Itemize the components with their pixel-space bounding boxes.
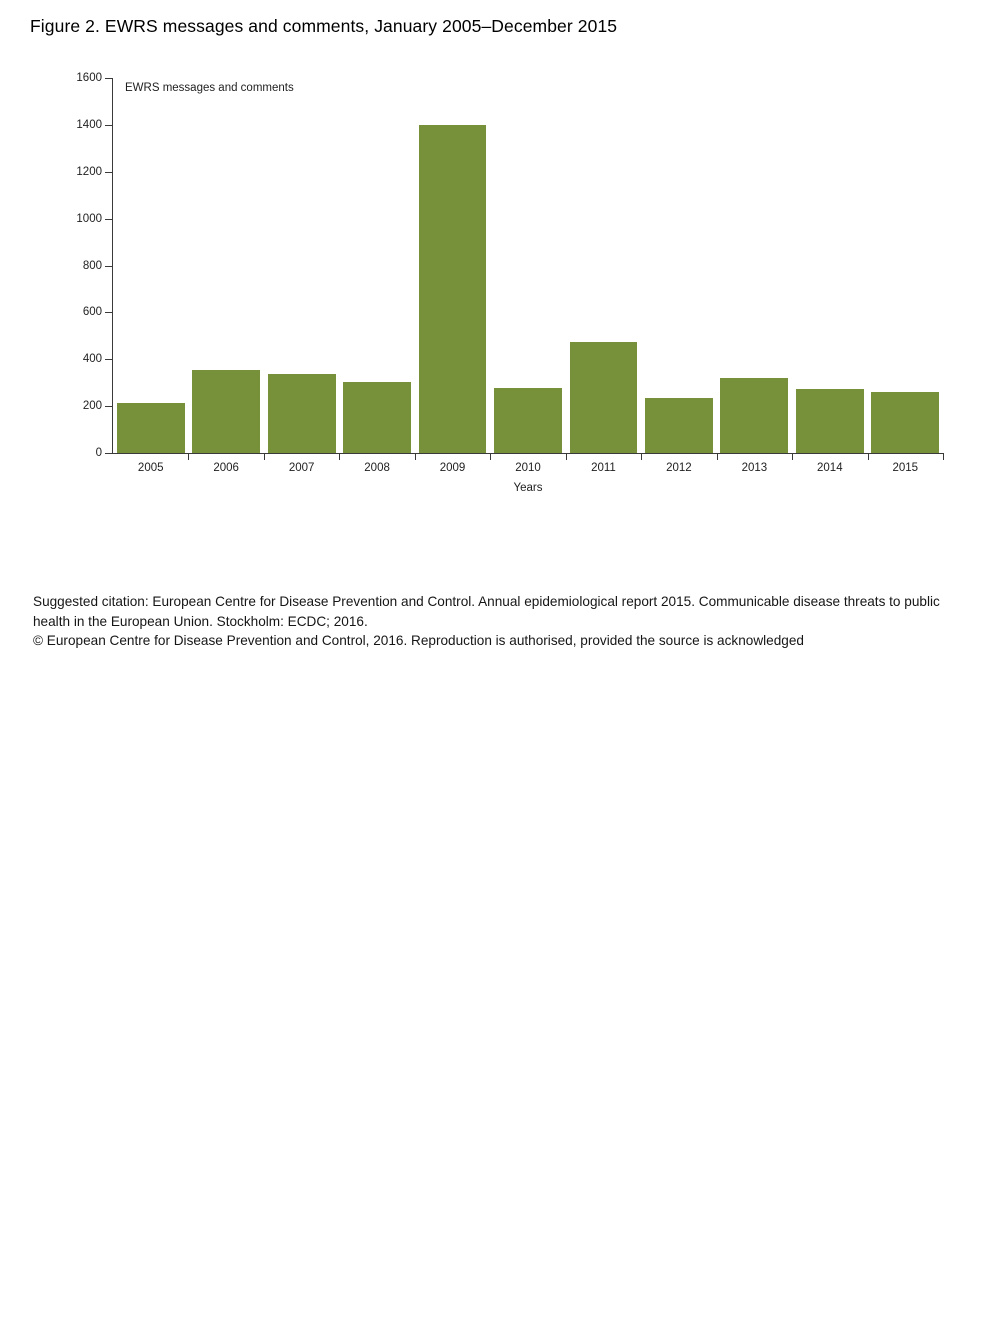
- y-axis-tick: [105, 312, 113, 313]
- y-axis-tick: [105, 406, 113, 407]
- y-axis-tick-label: 600: [82, 306, 102, 319]
- page-title: Figure 2. EWRS messages and comments, January 2005–December 2015: [30, 16, 618, 36]
- citation-line-2: © European Centre for Disease Prevention and Control, 2016. Reproduction is authorised, provided the source is acknowledged: [33, 633, 804, 648]
- y-axis-tick: [105, 219, 113, 220]
- x-axis-tick-label: 2005: [137, 462, 164, 474]
- y-axis-tick: [105, 453, 113, 454]
- x-axis-tick: [717, 453, 718, 460]
- y-axis-tick: [105, 266, 113, 267]
- y-axis-tick: [105, 125, 113, 126]
- x-axis-tick-label: 2007: [288, 462, 315, 474]
- bar: [117, 403, 185, 453]
- bar: [720, 378, 788, 453]
- y-axis-tick-label: 1400: [76, 118, 102, 131]
- x-axis-tick-label: 2013: [741, 462, 768, 474]
- y-axis-tick-label: 200: [82, 400, 102, 413]
- bar: [570, 342, 638, 453]
- bar: [796, 389, 864, 453]
- x-axis-title: Years: [513, 482, 543, 494]
- bar: [494, 388, 562, 453]
- x-axis-line: [112, 453, 944, 454]
- plot-area: [113, 78, 943, 453]
- bar: [871, 392, 939, 453]
- bar: [268, 374, 336, 453]
- x-axis-tick: [641, 453, 642, 460]
- y-axis-tick-label: 1600: [76, 72, 102, 84]
- x-axis-tick: [566, 453, 567, 460]
- x-axis-tick: [868, 453, 869, 460]
- y-axis-tick: [105, 78, 113, 79]
- bar: [343, 382, 411, 453]
- x-axis-tick: [339, 453, 340, 460]
- y-axis-tick: [105, 359, 113, 360]
- bar: [419, 125, 487, 453]
- x-axis-end-tick: [943, 453, 944, 460]
- y-axis-tick: [105, 172, 113, 173]
- citation-line-1: Suggested citation: European Centre for Disease Prevention and Control. Annual epidemiological report 2015. Communicable disease threats to public health in the European Union. Stockholm: ECDC; 2016.: [33, 594, 940, 629]
- y-axis-tick-label: 400: [82, 353, 102, 366]
- bar: [192, 370, 260, 453]
- x-axis-tick-label: 2010: [515, 462, 541, 474]
- y-axis-tick-label: 800: [82, 259, 102, 272]
- bar: [645, 398, 713, 453]
- chart-figure: [0, 0, 1008, 520]
- x-axis-tick-label: 2008: [364, 462, 390, 474]
- x-axis-tick: [264, 453, 265, 460]
- chart-series-label: EWRS messages and comments: [125, 82, 294, 94]
- x-axis-tick-label: 2006: [213, 462, 239, 474]
- x-axis-tick: [792, 453, 793, 460]
- x-axis-tick-label: 2011: [591, 462, 616, 474]
- x-axis-tick-label: 2014: [817, 462, 843, 474]
- citation-block: [33, 592, 963, 651]
- x-axis-tick: [188, 453, 189, 460]
- x-axis-tick-label: 2009: [439, 462, 466, 474]
- x-axis-tick: [415, 453, 416, 460]
- x-axis-tick: [490, 453, 491, 460]
- y-axis-tick-label: 1200: [76, 165, 102, 178]
- x-axis-tick-label: 2012: [666, 462, 692, 474]
- y-axis-tick-label: 1000: [76, 212, 102, 225]
- y-axis-tick-label: 0: [95, 447, 102, 459]
- x-axis-tick-label: 2015: [892, 462, 919, 474]
